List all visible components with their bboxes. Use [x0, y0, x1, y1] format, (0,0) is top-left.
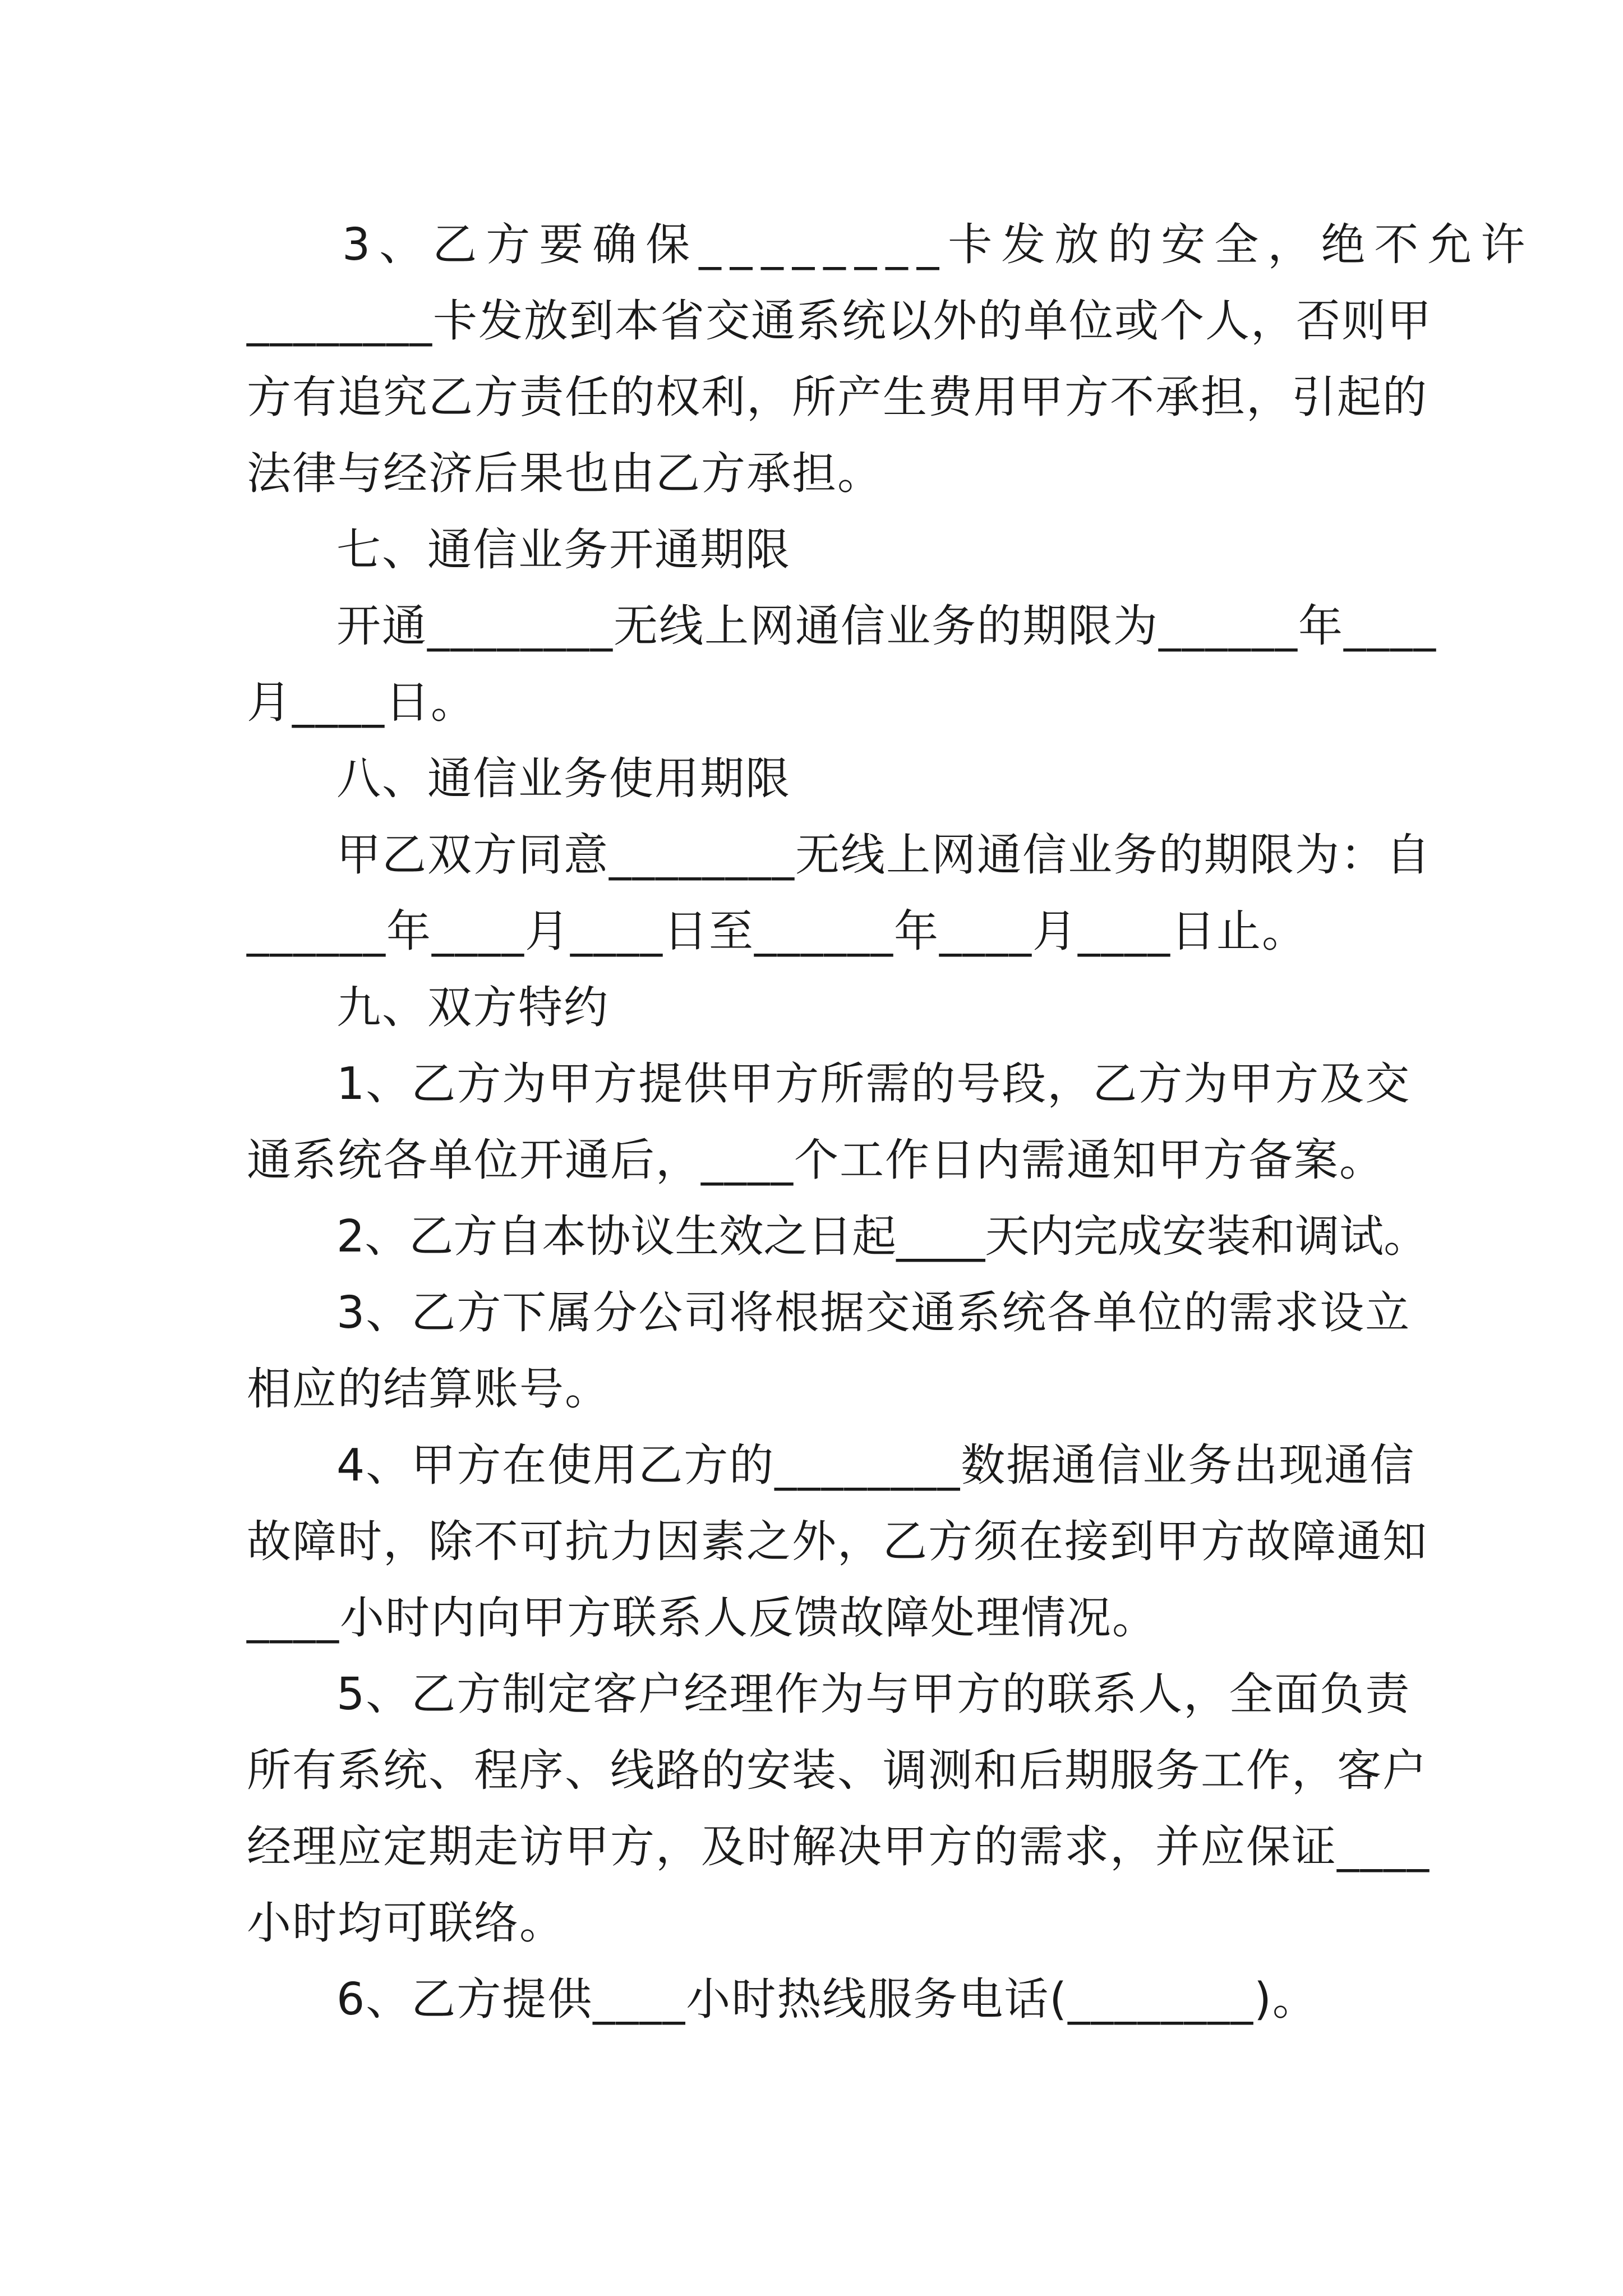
text-line: 经理应定期走访甲方，及时解决甲方的需求，并应保证____: [247, 1821, 1430, 1872]
text-line: 相应的结算账号。: [247, 1363, 610, 1415]
text-line: 6、乙方提供____小时热线服务电话(________)。: [336, 1973, 1318, 2025]
text-line: 3、乙方下属分公司将根据交通系统各单位的需求设立: [336, 1287, 1411, 1338]
section-heading: 八、通信业务使用期限: [336, 753, 791, 804]
text-line: 所有系统、程序、线路的安装、调测和后期服务工作，客户: [247, 1745, 1428, 1796]
text-line: 4、甲方在使用乙方的________数据通信业务出现通信: [336, 1439, 1415, 1491]
text-line: 开通________无线上网通信业务的期限为______年____: [336, 600, 1437, 652]
section-heading: 九、双方特约: [336, 982, 609, 1033]
text-line: 2、乙方自本协议生效之日起____天内完成安装和调试。: [336, 1211, 1428, 1262]
text-line: 5、乙方制定客户经理作为与甲方的联系人，全面负责: [336, 1668, 1411, 1720]
section-heading: 七、通信业务开通期限: [336, 524, 791, 576]
text-line: 3、乙方要确保________卡发放的安全，绝不允许: [342, 219, 1534, 270]
text-line: 1、乙方为甲方提供甲方所需的号段，乙方为甲方及交: [336, 1058, 1411, 1110]
text-line: 方有追究乙方责任的权利，所产生费用甲方不承担，引起的: [247, 371, 1428, 423]
text-line: 法律与经济后果也由乙方承担。: [247, 448, 883, 499]
text-line: ________卡发放到本省交通系统以外的单位或个人，否则甲: [247, 295, 1432, 347]
text-line: 通系统各单位开通后，____个工作日内需通知甲方备案。: [247, 1134, 1385, 1186]
text-line: 小时均可联络。: [247, 1897, 565, 1949]
text-line: 故障时，除不可抗力因素之外，乙方须在接到甲方故障通知: [247, 1516, 1428, 1567]
text-line: 甲乙双方同意________无线上网通信业务的期限为：自: [336, 829, 1431, 881]
text-line: ______年____月____日至______年____月____日止。: [247, 905, 1307, 957]
text-line: 月____日。: [247, 677, 476, 728]
text-line: ____小时内向甲方联系人反馈故障处理情况。: [247, 1592, 1158, 1644]
